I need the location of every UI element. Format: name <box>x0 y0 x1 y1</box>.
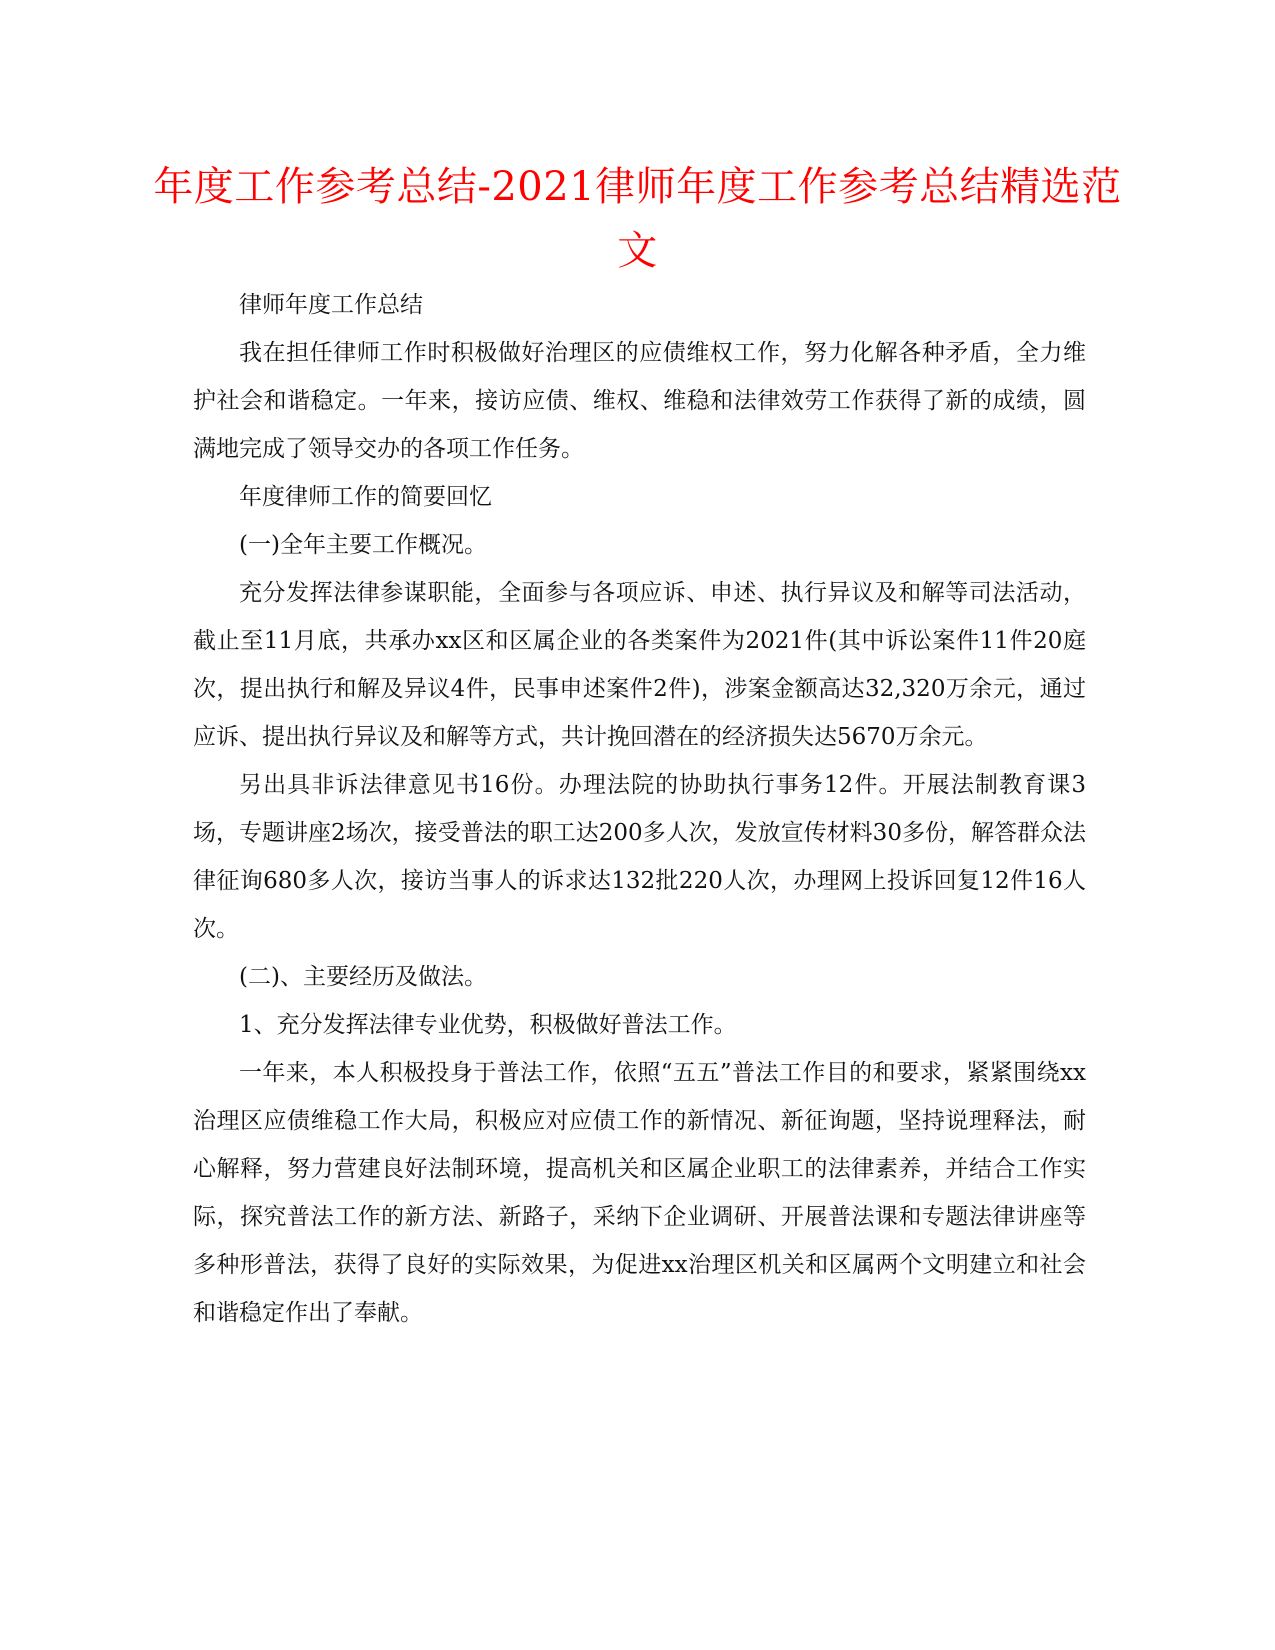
document-body <box>193 281 1086 1337</box>
paragraph: 我在担任律师工作时积极做好治理区的应债维权工作，努力化解各种矛盾，全力维护社会和谐稳定。一年来，接访应债、维权、维稳和法律效劳工作获得了新的成绩，圆满地完成了领导交办的各项工作任务。 <box>193 340 1086 462</box>
section-heading: (一)全年主要工作概况。 <box>239 532 487 558</box>
section-heading: (二)、主要经历及做法。 <box>239 964 487 990</box>
paragraph: 一年来，本人积极投身于普法工作，依照“五五”普法工作目的和要求，紧紧围绕xx治理区应债维稳工作大局，积极应对应债工作的新情况、新征询题，坚持说理释法，耐心解释，努力营建良好法制环境，提高机关和区属企业职工的法律素养，并结合工作实际，探究普法工作的新方法、新路子，采纳下企业调研、开展普法课和专题法律讲座等多种形普法，获得了良好的实际效果，为促进xx治理区机关和区属两个文明建立和社会和谐稳定作出了奉献。 <box>193 1060 1086 1326</box>
paragraph: 充分发挥法律参谋职能，全面参与各项应诉、申述、执行异议及和解等司法活动，截止至11月底，共承办xx区和区属企业的各类案件为2021件(其中诉讼案件11件20庭次，提出执行和解及异议4件，民事申述案件2件)，涉案金额高达32,320万余元，通过应诉、提出执行异议及和解等方式，共计挽回潜在的经济损失达5670万余元。 <box>193 580 1086 750</box>
section-heading: 1、充分发挥法律专业优势，积极做好普法工作。 <box>239 1012 737 1038</box>
section-heading: 年度律师工作的简要回忆 <box>239 484 492 510</box>
paragraph: 另出具非诉法律意见书16份。办理法院的协助执行事务12件。开展法制教育课3场，专题讲座2场次，接受普法的职工达200多人次，发放宣传材料30多份，解答群众法律征询680多人次，接访当事人的诉求达132批220人次，办理网上投诉回复12件16人次。 <box>193 772 1086 942</box>
document-title: 年度工作参考总结-2021律师年度工作参考总结精选范文 <box>153 164 1122 274</box>
section-heading: 律师年度工作总结 <box>239 292 423 318</box>
